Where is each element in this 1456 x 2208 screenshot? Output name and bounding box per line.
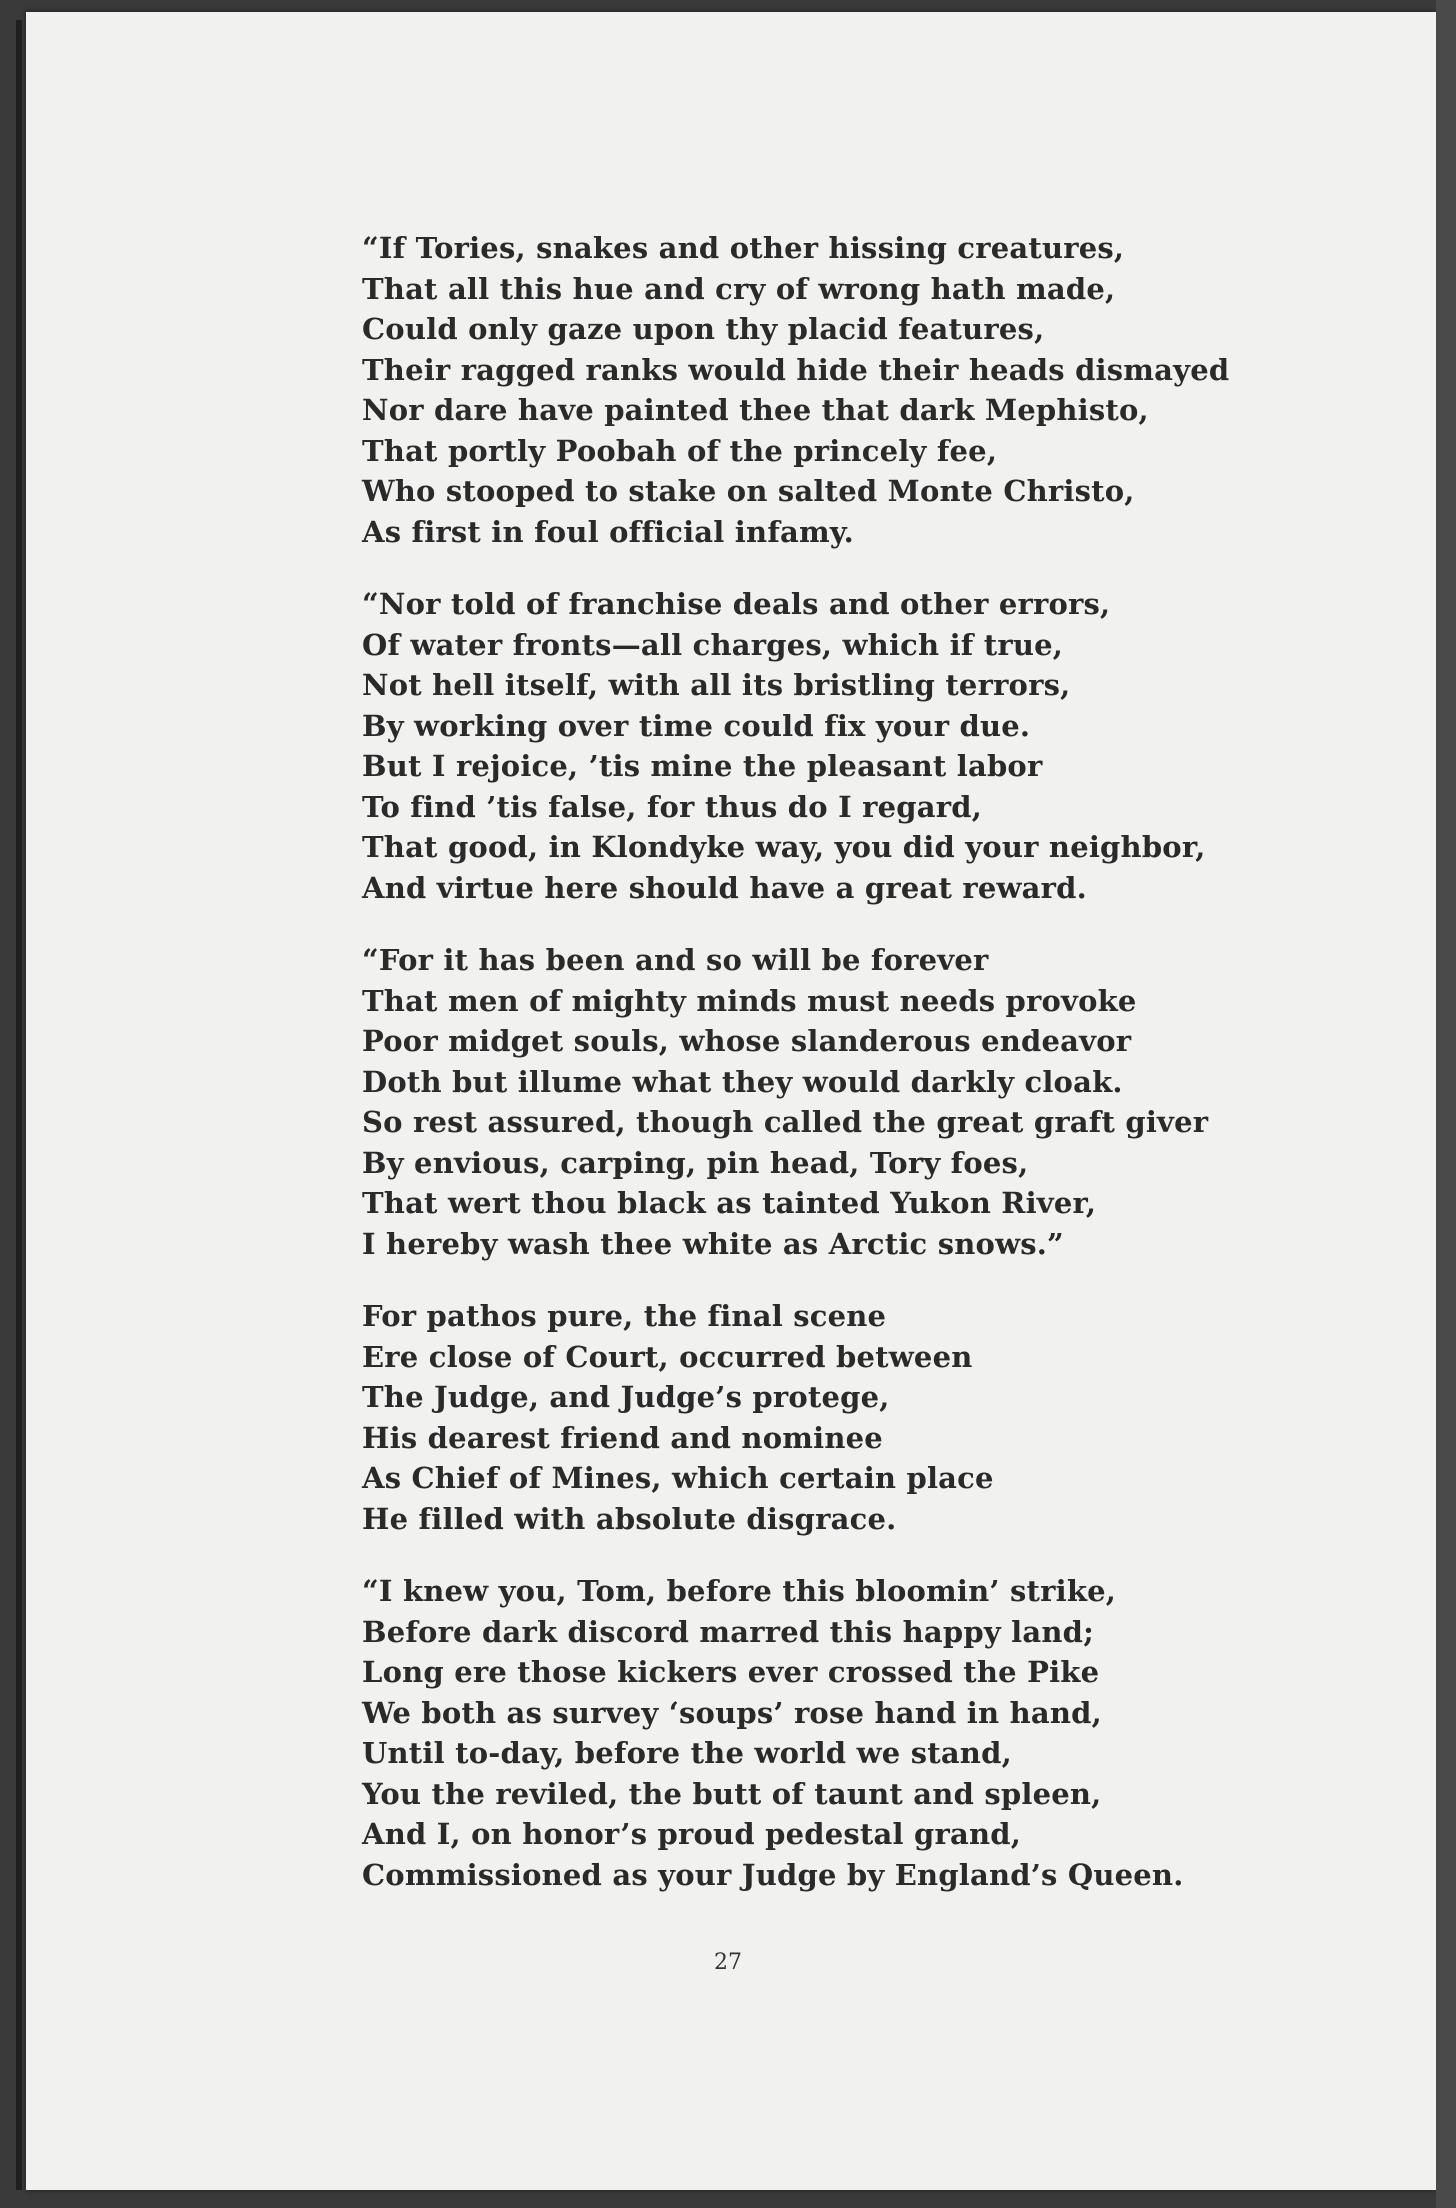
poem-line: Could only gaze upon thy placid features, <box>362 312 1045 346</box>
poem-line: “For it has been and so will be forever <box>362 943 989 977</box>
poem-line: Who stooped to stake on salted Monte Christo, <box>362 474 1135 508</box>
poem-line: Doth but illume what they would darkly cloak. <box>362 1064 1123 1099</box>
stanza-4 <box>362 1296 1262 1539</box>
stanza-3 <box>362 940 1262 1264</box>
poem-line: As Chief of Mines, which certain place <box>362 1461 994 1495</box>
poem-line: And virtue here should have a great reward. <box>362 870 1087 905</box>
poem-line: Ere close of Court, occurred between <box>362 1339 973 1374</box>
poem-line: That good, in Klondyke way, you did your neighbor, <box>362 830 1206 864</box>
poem-line: Of water fronts—all charges, which if true, <box>362 627 1064 662</box>
poem-line: To find ’tis false, for thus do I regard, <box>362 789 983 824</box>
stanza-2 <box>362 584 1262 908</box>
poem-line: By working over time could fix your due. <box>362 708 1031 743</box>
poem-line: By envious, carping, pin head, Tory foes, <box>362 1145 1029 1180</box>
stanza-5 <box>362 1571 1262 1895</box>
poem-line: Until to-day, before the world we stand, <box>362 1736 1012 1770</box>
poem-line: “I knew you, Tom, before this bloomin’ strike, <box>362 1574 1117 1608</box>
poem-line: Poor midget souls, whose slanderous endeavor <box>362 1024 1132 1058</box>
poem-line: So rest assured, though called the great graft giver <box>362 1105 1209 1139</box>
poem-line: Not hell itself, with all its bristling terrors, <box>362 668 1071 702</box>
poem-line: We both as survey ‘soups’ rose hand in hand, <box>362 1695 1102 1730</box>
page-number: 27 <box>714 1950 742 1975</box>
poem-line: Long ere those kickers ever crossed the Pike <box>362 1655 1100 1689</box>
poem-line: I hereby wash thee white as Arctic snows.” <box>362 1226 1064 1261</box>
poem-line: He filled with absolute disgrace. <box>362 1501 897 1536</box>
poem-line: But I rejoice, ’tis mine the pleasant labor <box>362 749 1043 783</box>
poem-line: Commissioned as your Judge by England’s Queen. <box>362 1857 1184 1892</box>
poem-text <box>362 228 1262 1927</box>
poem-line: For pathos pure, the final scene <box>362 1299 887 1333</box>
poem-line: Their ragged ranks would hide their heads dismayed <box>362 352 1230 387</box>
poem-line: His dearest friend and nominee <box>362 1420 883 1455</box>
scan-edge <box>1436 0 1456 2208</box>
poem-line: That wert thou black as tainted Yukon River, <box>362 1186 1097 1220</box>
poem-line: That all this hue and cry of wrong hath made, <box>362 271 1116 306</box>
poem-line: The Judge, and Judge’s protege, <box>362 1380 890 1414</box>
poem-line: Before dark discord marred this happy land; <box>362 1614 1095 1649</box>
book-binding-edge <box>16 20 22 2190</box>
poem-line: “If Tories, snakes and other hissing creatures, <box>362 231 1125 265</box>
poem-line: That men of mighty minds must needs provoke <box>362 983 1137 1018</box>
poem-line: And I, on honor’s proud pedestal grand, <box>362 1817 1021 1851</box>
poem-line: Nor dare have painted thee that dark Mephisto, <box>362 393 1149 427</box>
poem-line: That portly Poobah of the princely fee, <box>362 433 998 468</box>
stanza-1 <box>362 228 1262 552</box>
poem-line: As first in foul official infamy. <box>362 514 854 549</box>
poem-line: You the reviled, the butt of taunt and spleen, <box>362 1776 1102 1811</box>
poem-line: “Nor told of franchise deals and other errors, <box>362 587 1111 621</box>
